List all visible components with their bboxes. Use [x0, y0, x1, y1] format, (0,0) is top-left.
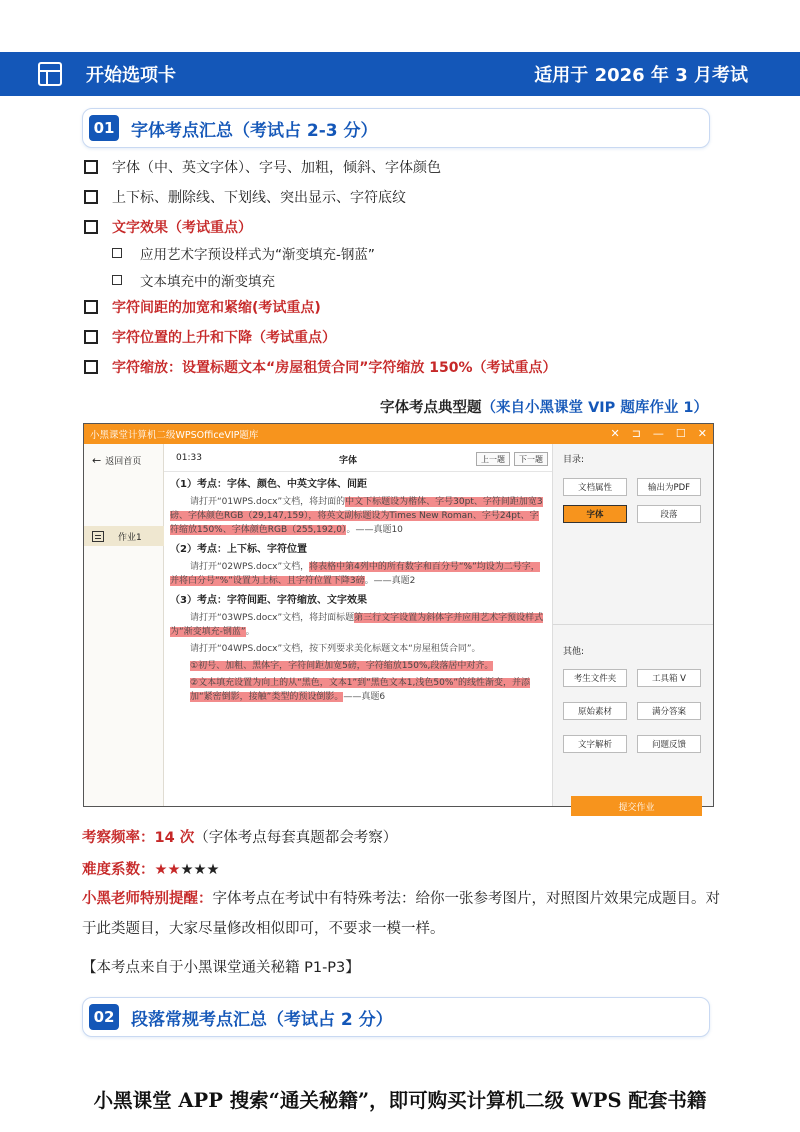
star-icon: ★★ [154, 862, 181, 878]
checkbox-icon [84, 190, 98, 204]
back-arrow-icon: ← [92, 454, 102, 467]
back-home-button[interactable] [92, 454, 141, 467]
highlighted-text: ①初号、加粗、黑体字，字符间距加宽5磅，字符缩放150%,段落居中对齐。 [190, 661, 494, 671]
footer-promo: 小黑课堂 APP 搜索“通关秘籍”，即可购买计算机二级 WPS 配套书籍 [93, 1089, 707, 1112]
maximize-icon[interactable]: ☐ [675, 427, 686, 440]
other-label: 其他: [563, 647, 585, 657]
question-heading: （2）考点：上下标、字符位置 [170, 544, 307, 555]
sub-checklist-item [112, 270, 275, 290]
question-pane [164, 444, 552, 806]
highlighted-text: 将表格中第4列中的所有数字和百分号“%”均设为二号字，并将白分号“%”设置为上标、且字符位置下降3磅 [170, 562, 540, 586]
tip-label: 小黑老师特别提醒： [82, 891, 213, 907]
question-text: 请打开“03WPS.docx”文档，将封面标题第三行文字设置为斜体字并应用艺术字预设样式为“渐变填充-钢蓝”。 [170, 613, 544, 637]
frequency-detail: （字体考点每套真题都会考察） [194, 830, 398, 846]
document-icon [92, 531, 104, 542]
caption-main: 字体考点典型题 [380, 400, 482, 416]
difficulty-note [82, 858, 220, 879]
prev-question-button[interactable]: 上一题 [476, 452, 510, 466]
checklist-item [84, 327, 336, 347]
frequency-value: 14 次 [154, 830, 195, 846]
section-header-01 [82, 108, 710, 148]
catalog-label: 目录: [563, 455, 585, 465]
close-window-icon[interactable]: ✕ [697, 427, 707, 440]
checklist-item-text: 字体（中、英文字体）、字号、加粗，倾斜、字体颜色 [112, 160, 441, 176]
question-content [170, 478, 546, 707]
section-title: 字体考点汇总（考试占 2-3 分） [131, 120, 378, 141]
checklist-item [84, 157, 441, 177]
checklist-item-text: 字符位置的上升和下降（考试重点） [112, 330, 336, 346]
checklist-item-text: 字符间距的加宽和紧缩(考试重点) [112, 300, 321, 316]
star-icon: ★★★ [180, 862, 220, 878]
checkbox-icon [84, 360, 98, 374]
question-heading: （1）考点：字体、颜色、中英文字体、间距 [170, 479, 367, 490]
checklist-item-text: 字符缩放：设置标题文本“房屋租赁合同”字符缩放 150%（考试重点） [112, 360, 557, 376]
checklist-item [84, 357, 557, 377]
back-home-label: 返回首页 [105, 457, 142, 467]
banner-exam-date: 适用于 2026 年 3 月考试 [534, 65, 748, 86]
banner-title: 开始选项卡 [86, 65, 176, 86]
submit-homework-button[interactable]: 提交作业 [571, 796, 702, 816]
student-folder-button[interactable]: 考生文件夹 [563, 669, 627, 687]
font-button[interactable]: 字体 [563, 505, 627, 523]
frequency-label: 考察频率： [82, 830, 155, 846]
section-header-02 [82, 997, 710, 1037]
checkbox-icon [84, 160, 98, 174]
minimize-icon[interactable]: — [652, 427, 664, 440]
text-analysis-button[interactable]: 文字解析 [563, 735, 627, 753]
top-banner [0, 52, 800, 96]
frequency-note [82, 826, 397, 847]
homework-label: 作业1 [118, 532, 142, 543]
checklist-item-text: 上下标、删除线、下划线、突出显示、字符底纹 [112, 190, 406, 206]
app-titlebar [84, 424, 713, 444]
source-note: 【本考点来自于小黑课堂通关秘籍 P1-P3】 [82, 960, 360, 976]
app-right-pane [552, 444, 713, 813]
full-answer-button[interactable]: 满分答案 [637, 702, 701, 720]
next-question-button[interactable]: 下一题 [514, 452, 548, 466]
checklist-item [84, 187, 406, 207]
divider [553, 624, 713, 625]
highlighted-text: 中文下标题设为楷体、字号30pt、字符间距加宽3磅、字体颜色RGB（29,147,159），将英文副标题设为Times New Roman、字号24pt、字符缩放150%、字体颜色RGB（255,192,0） [170, 497, 543, 535]
checklist-item [84, 297, 321, 317]
source-material-button[interactable]: 原始素材 [563, 702, 627, 720]
example-caption [380, 396, 708, 417]
sub-checklist-item [112, 243, 375, 263]
app-title: 小黑课堂计算机二级WPSOfficeVIP题库 [90, 430, 259, 441]
tab-icon [38, 62, 62, 86]
close-icon[interactable]: ✕ [610, 427, 620, 440]
question-subitem: ②文本填充设置为向上的从“黑色，文本1”到“黑色文本1,浅色50%”的线性渐变，并添加“紧密倒影，接触”类型的预设倒影。——真题6 [190, 678, 531, 702]
checklist-item-text: 文字效果（考试重点） [112, 220, 252, 236]
sub-checklist-item-text: 应用艺术字预设样式为“渐变填充-钢蓝” [140, 247, 375, 263]
small-checkbox-icon [112, 275, 122, 285]
doc-properties-button[interactable]: 文档属性 [563, 478, 627, 496]
question-text: 请打开“02WPS.docx”文档，将表格中第4列中的所有数字和百分号“%”均设为二号字，并将白分号“%”设置为上标、且字符位置下降3磅。——真题2 [170, 562, 540, 586]
toolbox-button[interactable]: 工具箱 V [637, 669, 701, 687]
tip-text: 字体考点在考试中有特殊考法：给你一张参考图片，对照图片效果完成题目。对于此类题目，大家尽量修改相似即可，不要求一模一样。 [82, 891, 720, 937]
sub-checklist-item-text: 文本填充中的渐变填充 [140, 274, 275, 290]
timer: 01:33 [176, 453, 202, 463]
app-left-pane [84, 444, 164, 806]
small-checkbox-icon [112, 248, 122, 258]
caption-source: （来自小黑课堂 VIP 题库作业 1） [481, 400, 708, 416]
question-text: 请打开“04WPS.docx”文档，按下列要求美化标题文本“房屋租赁合同”。 [190, 644, 481, 654]
checklist-item [84, 217, 252, 237]
feedback-button[interactable]: 问题反馈 [637, 735, 701, 753]
export-pdf-button[interactable]: 输出为PDF [637, 478, 701, 496]
homework-item[interactable] [84, 526, 164, 546]
checkbox-icon [84, 330, 98, 344]
highlighted-text: 第三行文字设置为斜体字并应用艺术字预设样式为“渐变填充-钢蓝” [170, 613, 544, 637]
section-number: 02 [89, 1004, 119, 1030]
highlighted-text: ②文本填充设置为向上的从“黑色，文本1”到“黑色文本1,浅色50%”的线性渐变，并添加“紧密倒影，接触”类型的预设倒影。 [190, 678, 531, 702]
teacher-tip [82, 884, 732, 944]
subject-title: 字体 [339, 456, 358, 466]
paragraph-button[interactable]: 段落 [637, 505, 701, 523]
difficulty-label: 难度系数： [82, 862, 155, 878]
question-text: 请打开“01WPS.docx”文档，将封面的中文下标题设为楷体、字号30pt、字符间距加宽3磅、字体颜色RGB（29,147,159），将英文副标题设为Times New Roman、字号24pt、字符缩放150%、字体颜色RGB（255,192,0）。——真题10 [170, 497, 543, 535]
window-controls [610, 427, 707, 440]
question-heading: （3）考点：字符间距、字符缩放、文字效果 [170, 595, 367, 606]
section-title: 段落常规考点汇总（考试占 2 分） [131, 1009, 393, 1030]
app-window-screenshot [83, 423, 714, 813]
question-toolbar [164, 444, 552, 472]
question-subitem [170, 659, 546, 673]
section-number: 01 [89, 115, 119, 141]
pin-icon[interactable]: ⊐ [631, 427, 641, 440]
checkbox-icon [84, 300, 98, 314]
checkbox-icon [84, 220, 98, 234]
